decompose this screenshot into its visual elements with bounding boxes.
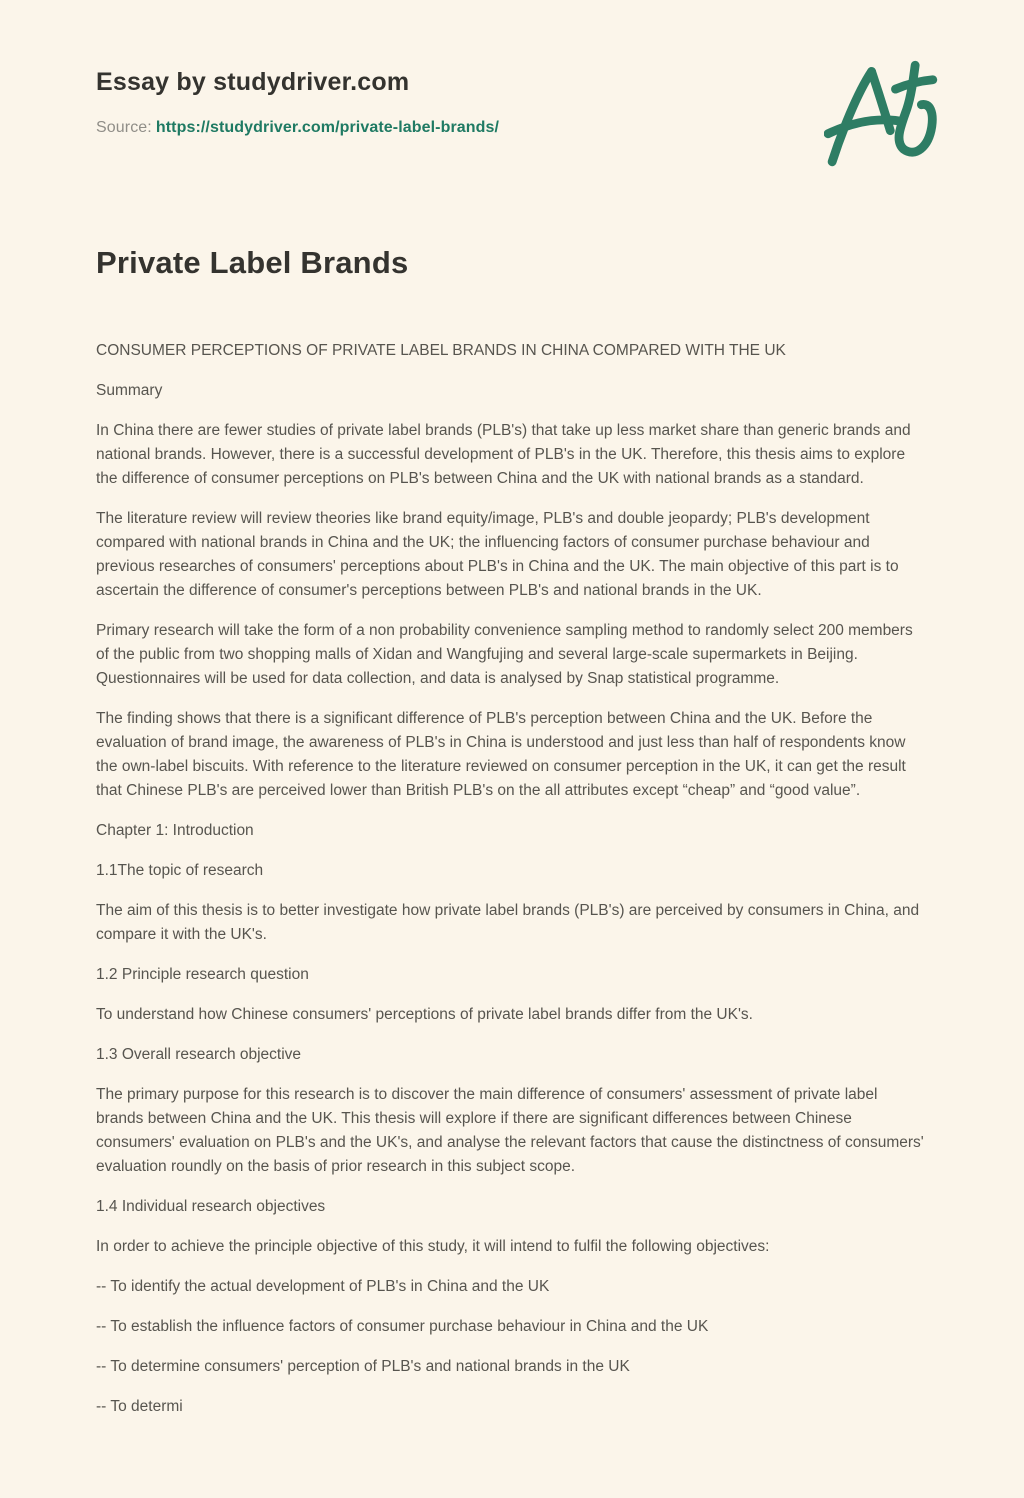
document-title: Private Label Brands <box>96 245 409 280</box>
document-body <box>96 339 928 1419</box>
paragraph: The primary purpose for this research is to discover the main difference of consumers' assessment of private label brands between China and the UK. This thesis will explore if there are significant differences between Chinese consumers' evaluation on PLB's and the UK's, and analyse the relevant factors that cause the distinctness of consumers' evaluation roundly on the basis of prior research in this subject scope. <box>96 1086 924 1175</box>
page-header <box>96 0 928 137</box>
a-plus-logo-icon <box>824 58 942 168</box>
paragraph: To understand how Chinese consumers' perceptions of private label brands differ from the UK's. <box>96 1006 753 1023</box>
objective-item: -- To identify the actual development of PLB's in China and the UK <box>96 1278 550 1295</box>
objective-item-truncated: -- To determi <box>96 1398 183 1415</box>
essay-by-title: Essay by studydriver.com <box>96 68 410 96</box>
summary-heading: Summary <box>96 382 163 399</box>
objective-item: -- To establish the influence factors of consumer purchase behaviour in China and the UK <box>96 1318 709 1335</box>
paragraph: Primary research will take the form of a non probability convenience sampling method to randomly select 200 members of the public from two shopping malls of Xidan and Wangfujing and several large-scale supermarkets in Beijing. Questionnaires will be used for data collection, and data is analysed by Snap statistical programme. <box>96 622 913 687</box>
source-label: Source: <box>96 119 152 136</box>
source-line <box>96 119 928 137</box>
chapter-heading: Chapter 1: Introduction <box>96 822 254 839</box>
section-heading: 1.4 Individual research objectives <box>96 1198 326 1215</box>
section-heading: 1.2 Principle research question <box>96 966 309 983</box>
thesis-title-line: CONSUMER PERCEPTIONS OF PRIVATE LABEL BRANDS IN CHINA COMPARED WITH THE UK <box>96 342 786 359</box>
section-heading: 1.1The topic of research <box>96 862 264 879</box>
source-url-link[interactable]: https://studydriver.com/private-label-brands/ <box>155 119 500 136</box>
paragraph: In China there are fewer studies of private label brands (PLB's) that take up less market share than generic brands and national brands. However, there is a successful development of PLB's in the UK. Therefore, this thesis aims to explore the difference of consumer perceptions on PLB's between China and the UK with national brands as a standard. <box>96 422 911 487</box>
paragraph: The aim of this thesis is to better investigate how private label brands (PLB's) are perceived by consumers in China, and compare it with the UK's. <box>96 902 920 943</box>
paragraph: The finding shows that there is a significant difference of PLB's perception between China and the UK. Before the evaluation of brand image, the awareness of PLB's in China is understood and just less than half of respondents know the own-label biscuits. With reference to the literature reviewed on consumer perception in the UK, it can get the result that Chinese PLB's are perceived lower than British PLB's on the all attributes except “cheap” and “good value”. <box>96 710 906 799</box>
paragraph: In order to achieve the principle objective of this study, it will intend to fulfil the following objectives: <box>96 1238 770 1255</box>
section-heading: 1.3 Overall research objective <box>96 1046 302 1063</box>
paragraph: The literature review will review theories like brand equity/image, PLB's and double jeopardy; PLB's development compared with national brands in China and the UK; the influencing factors of consumer purchase behaviour and previous researches of consumers' perceptions about PLB's in China and the UK. The main objective of this part is to ascertain the difference of consumer's perceptions between PLB's and national brands in the UK. <box>96 510 899 599</box>
objective-item: -- To determine consumers' perception of PLB's and national brands in the UK <box>96 1358 630 1375</box>
